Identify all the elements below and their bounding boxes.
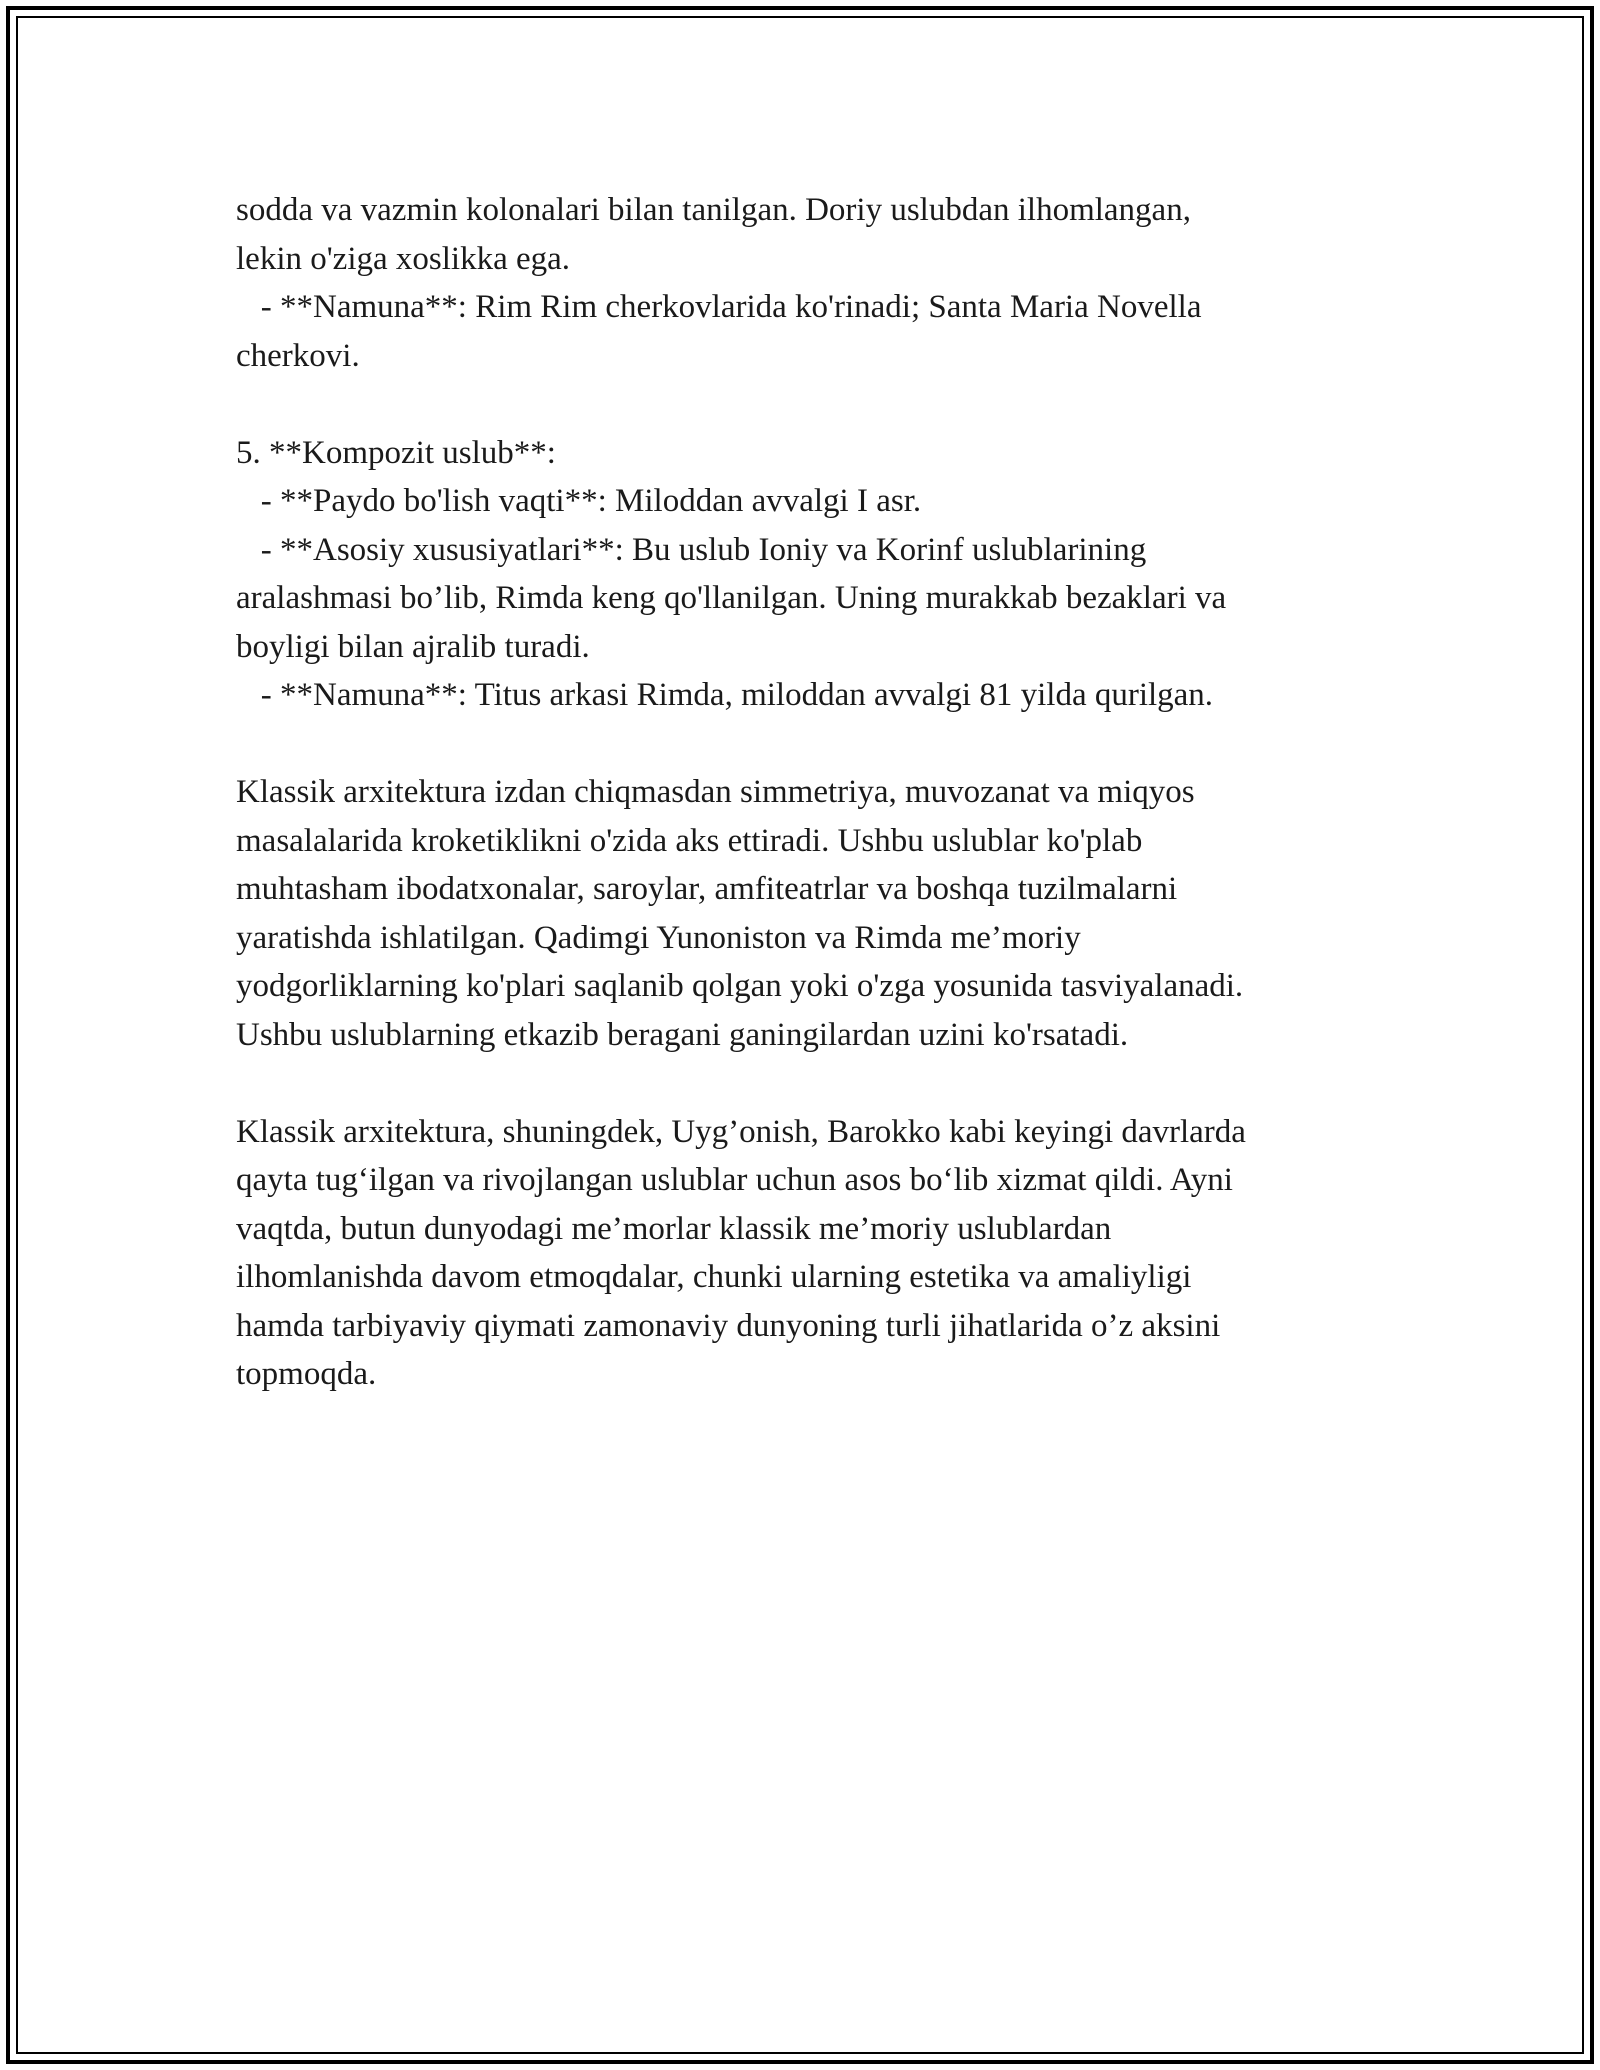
paragraph-composite-style <box>236 429 1376 720</box>
paragraph-doric-continuation <box>236 186 1376 380</box>
paragraph-gap <box>236 1059 1376 1108</box>
text-line: muhtasham ibodatxonalar, saroylar, amfiteatrlar va boshqa tuzilmalarni <box>236 871 1178 907</box>
text-line: yaratishda ishlatilgan. Qadimgi Yunoniston va Rimda me’moriy <box>236 919 1081 956</box>
text-line: cherkovi. <box>236 337 360 374</box>
paragraph-legacy <box>236 1108 1376 1399</box>
text-line: lekin o'ziga xoslikka ega. <box>236 240 571 277</box>
paragraph-gap <box>236 720 1376 769</box>
text-line: topmoqda. <box>236 1356 377 1392</box>
paragraph-classical-summary <box>236 768 1376 1059</box>
document-body <box>236 186 1376 1399</box>
text-line: - **Namuna**: Titus arkasi Rimda, miloddan avvalgi 81 yilda qurilgan. <box>236 677 1214 713</box>
text-line: hamda tarbiyaviy qiymati zamonaviy dunyoning turli jihatlarida o’z aksini <box>236 1307 1221 1344</box>
text-line: yodgorliklarning ko'plari saqlanib qolgan yoki o'zga yosunida tasviyalanadi. <box>236 968 1244 1004</box>
text-line: aralashmasi bo’lib, Rimda keng qo'llanilgan. Uning murakkab bezaklari va <box>236 580 1227 616</box>
text-line: boyligi bilan ajralib turadi. <box>236 628 590 665</box>
text-line: Klassik arxitektura izdan chiqmasdan simmetriya, muvozanat va miqyos <box>236 774 1195 810</box>
text-line: qayta tug‘ilgan va rivojlangan uslublar uchun asos bo‘lib xizmat qildi. Ayni <box>236 1162 1233 1198</box>
text-line: masalalarida kroketiklikni o'zida aks ettiradi. Ushbu uslublar ko'plab <box>236 822 1143 859</box>
paragraph-gap <box>236 380 1376 429</box>
text-line: - **Paydo bo'lish vaqti**: Miloddan avvalgi I asr. <box>236 483 922 519</box>
text-line: - **Asosiy xususiyatlari**: Bu uslub Ioniy va Korinf uslublarining <box>236 531 1147 568</box>
text-line: sodda va vazmin kolonalari bilan tanilgan. Doriy uslubdan ilhomlangan, <box>236 192 1191 228</box>
text-line: ilhomlanishda davom etmoqdalar, chunki ularning estetika va amaliyligi <box>236 1259 1192 1295</box>
list-heading: 5. **Kompozit uslub**: <box>236 434 556 471</box>
text-line: vaqtda, butun dunyodagi me’morlar klassik me’moriy uslublardan <box>236 1210 1112 1247</box>
text-line: Klassik arxitektura, shuningdek, Uyg’onish, Barokko kabi keyingi davrlarda <box>236 1113 1246 1150</box>
text-line: - **Namuna**: Rim Rim cherkovlarida ko'rinadi; Santa Maria Novella <box>236 289 1202 325</box>
text-line: Ushbu uslublarning etkazib beragani ganingilardan uzini ko'rsatadi. <box>236 1016 1129 1053</box>
